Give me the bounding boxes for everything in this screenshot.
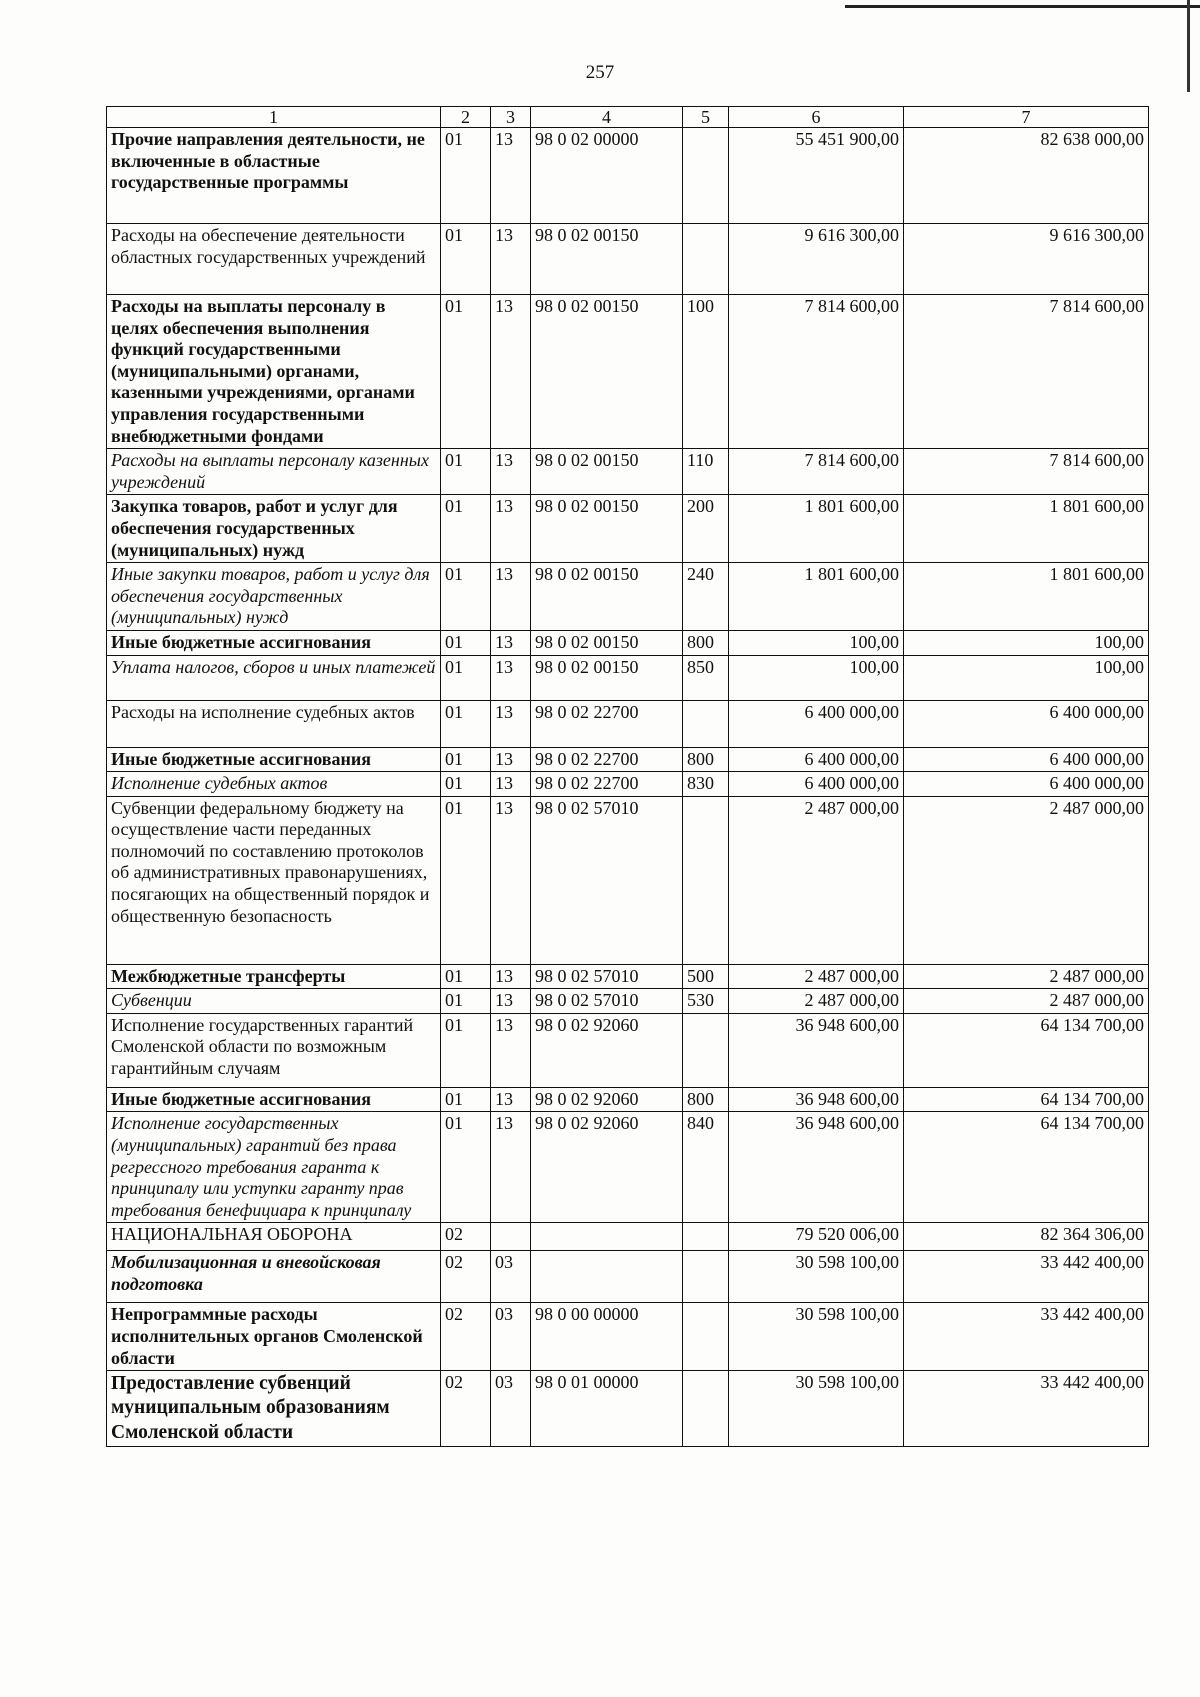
row-amount-year2: 6 400 000,00 (904, 772, 1149, 797)
row-expense-type: 800 (683, 630, 729, 655)
row-name: Субвенции федеральному бюджету на осуществление части переданных полномочий по составлению протоколов об административных правонарушениях, посягающих на общественный порядок и общественную безопасность (107, 796, 441, 964)
row-expense-type (683, 224, 729, 295)
row-subsection: 13 (491, 655, 531, 700)
row-amount-year1: 100,00 (729, 655, 904, 700)
row-name: Предоставление субвенций муниципальным образованиям Смоленской области (107, 1371, 441, 1447)
row-amount-year2: 100,00 (904, 655, 1149, 700)
row-amount-year2: 6 400 000,00 (904, 700, 1149, 747)
row-amount-year2: 2 487 000,00 (904, 964, 1149, 989)
row-amount-year1: 6 400 000,00 (729, 772, 904, 797)
row-amount-year2: 6 400 000,00 (904, 747, 1149, 772)
row-expense-type (683, 796, 729, 964)
row-amount-year2: 82 364 306,00 (904, 1223, 1149, 1251)
row-subsection: 13 (491, 772, 531, 797)
row-amount-year2: 1 801 600,00 (904, 563, 1149, 631)
row-section: 01 (441, 295, 491, 449)
row-expense-type: 240 (683, 563, 729, 631)
row-expense-type: 800 (683, 1087, 729, 1112)
row-amount-year1: 30 598 100,00 (729, 1251, 904, 1303)
row-subsection: 13 (491, 1112, 531, 1223)
row-name: Исполнение судебных актов (107, 772, 441, 797)
row-target-article: 98 0 02 00150 (531, 630, 683, 655)
row-subsection (491, 1223, 531, 1251)
row-amount-year1: 7 814 600,00 (729, 295, 904, 449)
row-section: 01 (441, 1112, 491, 1223)
row-expense-type (683, 1223, 729, 1251)
row-name: Иные бюджетные ассигнования (107, 747, 441, 772)
page-number: 257 (585, 62, 615, 83)
row-target-article: 98 0 02 22700 (531, 747, 683, 772)
row-expense-type: 500 (683, 964, 729, 989)
row-section: 01 (441, 700, 491, 747)
row-amount-year2: 2 487 000,00 (904, 989, 1149, 1014)
row-amount-year1: 2 487 000,00 (729, 989, 904, 1014)
row-section: 01 (441, 449, 491, 495)
row-amount-year1: 1 801 600,00 (729, 495, 904, 563)
row-target-article: 98 0 02 00150 (531, 495, 683, 563)
row-name: Расходы на выплаты персоналу в целях обеспечения выполнения функций государственными (муниципальными) органами, казенными учреждениями, органами управления государственными внебюджетными фондами (107, 295, 441, 449)
row-amount-year2: 33 442 400,00 (904, 1303, 1149, 1371)
row-expense-type (683, 1013, 729, 1087)
table-row (107, 1303, 1149, 1371)
header-cell: 1 (107, 107, 441, 128)
header-cell: 7 (904, 107, 1149, 128)
row-target-article (531, 1223, 683, 1251)
row-amount-year2: 9 616 300,00 (904, 224, 1149, 295)
row-amount-year1: 1 801 600,00 (729, 563, 904, 631)
row-subsection: 13 (491, 747, 531, 772)
row-section: 01 (441, 224, 491, 295)
row-amount-year1: 2 487 000,00 (729, 964, 904, 989)
row-section: 01 (441, 772, 491, 797)
header-cell: 4 (531, 107, 683, 128)
row-subsection: 03 (491, 1251, 531, 1303)
row-target-article: 98 0 02 92060 (531, 1087, 683, 1112)
row-subsection: 13 (491, 796, 531, 964)
row-expense-type: 200 (683, 495, 729, 563)
table-row (107, 295, 1149, 449)
row-subsection: 13 (491, 295, 531, 449)
table-row (107, 655, 1149, 700)
row-amount-year1: 36 948 600,00 (729, 1087, 904, 1112)
row-target-article: 98 0 02 00150 (531, 295, 683, 449)
table-row (107, 495, 1149, 563)
row-expense-type: 840 (683, 1112, 729, 1223)
row-target-article: 98 0 02 57010 (531, 989, 683, 1014)
row-name: НАЦИОНАЛЬНАЯ ОБОРОНА (107, 1223, 441, 1251)
row-amount-year2: 100,00 (904, 630, 1149, 655)
row-section: 01 (441, 796, 491, 964)
row-section: 01 (441, 128, 491, 224)
row-amount-year2: 82 638 000,00 (904, 128, 1149, 224)
budget-table (106, 106, 1149, 1447)
row-target-article: 98 0 01 00000 (531, 1371, 683, 1447)
row-amount-year2: 33 442 400,00 (904, 1251, 1149, 1303)
row-amount-year1: 7 814 600,00 (729, 449, 904, 495)
header-cell: 2 (441, 107, 491, 128)
row-amount-year1: 2 487 000,00 (729, 796, 904, 964)
row-subsection: 13 (491, 224, 531, 295)
row-expense-type: 800 (683, 747, 729, 772)
table-row (107, 1013, 1149, 1087)
row-target-article: 98 0 02 22700 (531, 700, 683, 747)
table-row (107, 128, 1149, 224)
row-subsection: 13 (491, 630, 531, 655)
row-target-article: 98 0 02 00150 (531, 563, 683, 631)
row-name: Прочие направления деятельности, не включенные в областные государственные программы (107, 128, 441, 224)
row-target-article: 98 0 02 57010 (531, 964, 683, 989)
table-row (107, 989, 1149, 1014)
row-amount-year1: 6 400 000,00 (729, 747, 904, 772)
row-subsection: 13 (491, 964, 531, 989)
header-cell: 5 (683, 107, 729, 128)
row-subsection: 03 (491, 1371, 531, 1447)
table-row (107, 1251, 1149, 1303)
row-amount-year2: 2 487 000,00 (904, 796, 1149, 964)
row-amount-year1: 6 400 000,00 (729, 700, 904, 747)
row-name: Иные бюджетные ассигнования (107, 630, 441, 655)
row-subsection: 13 (491, 563, 531, 631)
row-amount-year2: 64 134 700,00 (904, 1013, 1149, 1087)
row-section: 01 (441, 989, 491, 1014)
row-section: 02 (441, 1223, 491, 1251)
row-name: Уплата налогов, сборов и иных платежей (107, 655, 441, 700)
row-name: Иные бюджетные ассигнования (107, 1087, 441, 1112)
row-target-article: 98 0 00 00000 (531, 1303, 683, 1371)
row-name: Расходы на выплаты персоналу казенных учреждений (107, 449, 441, 495)
row-amount-year2: 33 442 400,00 (904, 1371, 1149, 1447)
table-row (107, 796, 1149, 964)
row-amount-year2: 1 801 600,00 (904, 495, 1149, 563)
row-subsection: 13 (491, 1013, 531, 1087)
row-name: Расходы на исполнение судебных актов (107, 700, 441, 747)
table-row (107, 1112, 1149, 1223)
row-target-article: 98 0 02 00150 (531, 655, 683, 700)
row-amount-year1: 36 948 600,00 (729, 1013, 904, 1087)
table-row (107, 224, 1149, 295)
row-name: Иные закупки товаров, работ и услуг для обеспечения государственных (муниципальных) нужд (107, 563, 441, 631)
row-section: 01 (441, 1087, 491, 1112)
table-row (107, 1087, 1149, 1112)
table-row (107, 747, 1149, 772)
row-section: 02 (441, 1303, 491, 1371)
row-name: Субвенции (107, 989, 441, 1014)
row-target-article: 98 0 02 00150 (531, 224, 683, 295)
row-target-article: 98 0 02 92060 (531, 1112, 683, 1223)
row-amount-year2: 7 814 600,00 (904, 295, 1149, 449)
row-expense-type: 110 (683, 449, 729, 495)
table-row (107, 700, 1149, 747)
row-expense-type (683, 1371, 729, 1447)
row-expense-type: 830 (683, 772, 729, 797)
table-row (107, 964, 1149, 989)
row-section: 01 (441, 1013, 491, 1087)
row-subsection: 13 (491, 128, 531, 224)
row-amount-year1: 30 598 100,00 (729, 1303, 904, 1371)
row-amount-year1: 79 520 006,00 (729, 1223, 904, 1251)
row-section: 01 (441, 655, 491, 700)
row-name: Межбюджетные трансферты (107, 964, 441, 989)
row-target-article: 98 0 02 57010 (531, 796, 683, 964)
row-section: 01 (441, 964, 491, 989)
row-section: 01 (441, 495, 491, 563)
row-target-article: 98 0 02 92060 (531, 1013, 683, 1087)
row-section: 01 (441, 563, 491, 631)
table-row (107, 630, 1149, 655)
row-subsection: 13 (491, 449, 531, 495)
row-target-article: 98 0 02 22700 (531, 772, 683, 797)
row-target-article (531, 1251, 683, 1303)
row-target-article: 98 0 02 00000 (531, 128, 683, 224)
row-expense-type: 530 (683, 989, 729, 1014)
top-edge-bar (845, 5, 1200, 8)
row-name: Исполнение государственных (муниципальных) гарантий без права регрессного требования гаранта к принципалу или уступки гаранту прав требования бенефициара к принципалу (107, 1112, 441, 1223)
row-name: Расходы на обеспечение деятельности областных государственных учреждений (107, 224, 441, 295)
row-section: 02 (441, 1371, 491, 1447)
row-subsection: 13 (491, 1087, 531, 1112)
header-cell: 3 (491, 107, 531, 128)
row-section: 01 (441, 747, 491, 772)
header-cell: 6 (729, 107, 904, 128)
table-row (107, 1223, 1149, 1251)
row-name: Непрограммные расходы исполнительных органов Смоленской области (107, 1303, 441, 1371)
row-expense-type: 850 (683, 655, 729, 700)
row-amount-year1: 9 616 300,00 (729, 224, 904, 295)
table-row (107, 449, 1149, 495)
row-expense-type (683, 128, 729, 224)
row-subsection: 13 (491, 495, 531, 563)
row-amount-year1: 100,00 (729, 630, 904, 655)
row-amount-year2: 7 814 600,00 (904, 449, 1149, 495)
row-target-article: 98 0 02 00150 (531, 449, 683, 495)
table-row (107, 772, 1149, 797)
row-subsection: 13 (491, 989, 531, 1014)
row-name: Мобилизационная и вневойсковая подготовка (107, 1251, 441, 1303)
row-amount-year1: 55 451 900,00 (729, 128, 904, 224)
row-subsection: 13 (491, 700, 531, 747)
row-amount-year2: 64 134 700,00 (904, 1087, 1149, 1112)
row-section: 01 (441, 630, 491, 655)
row-expense-type (683, 1303, 729, 1371)
row-expense-type (683, 700, 729, 747)
row-expense-type: 100 (683, 295, 729, 449)
row-name: Исполнение государственных гарантий Смоленской области по возможным гарантийным случаям (107, 1013, 441, 1087)
row-amount-year2: 64 134 700,00 (904, 1112, 1149, 1223)
row-amount-year1: 30 598 100,00 (729, 1371, 904, 1447)
row-section: 02 (441, 1251, 491, 1303)
row-amount-year1: 36 948 600,00 (729, 1112, 904, 1223)
row-expense-type (683, 1251, 729, 1303)
header-row (107, 107, 1149, 128)
table-row (107, 563, 1149, 631)
row-name: Закупка товаров, работ и услуг для обеспечения государственных (муниципальных) нужд (107, 495, 441, 563)
row-subsection: 03 (491, 1303, 531, 1371)
table-row (107, 1371, 1149, 1447)
